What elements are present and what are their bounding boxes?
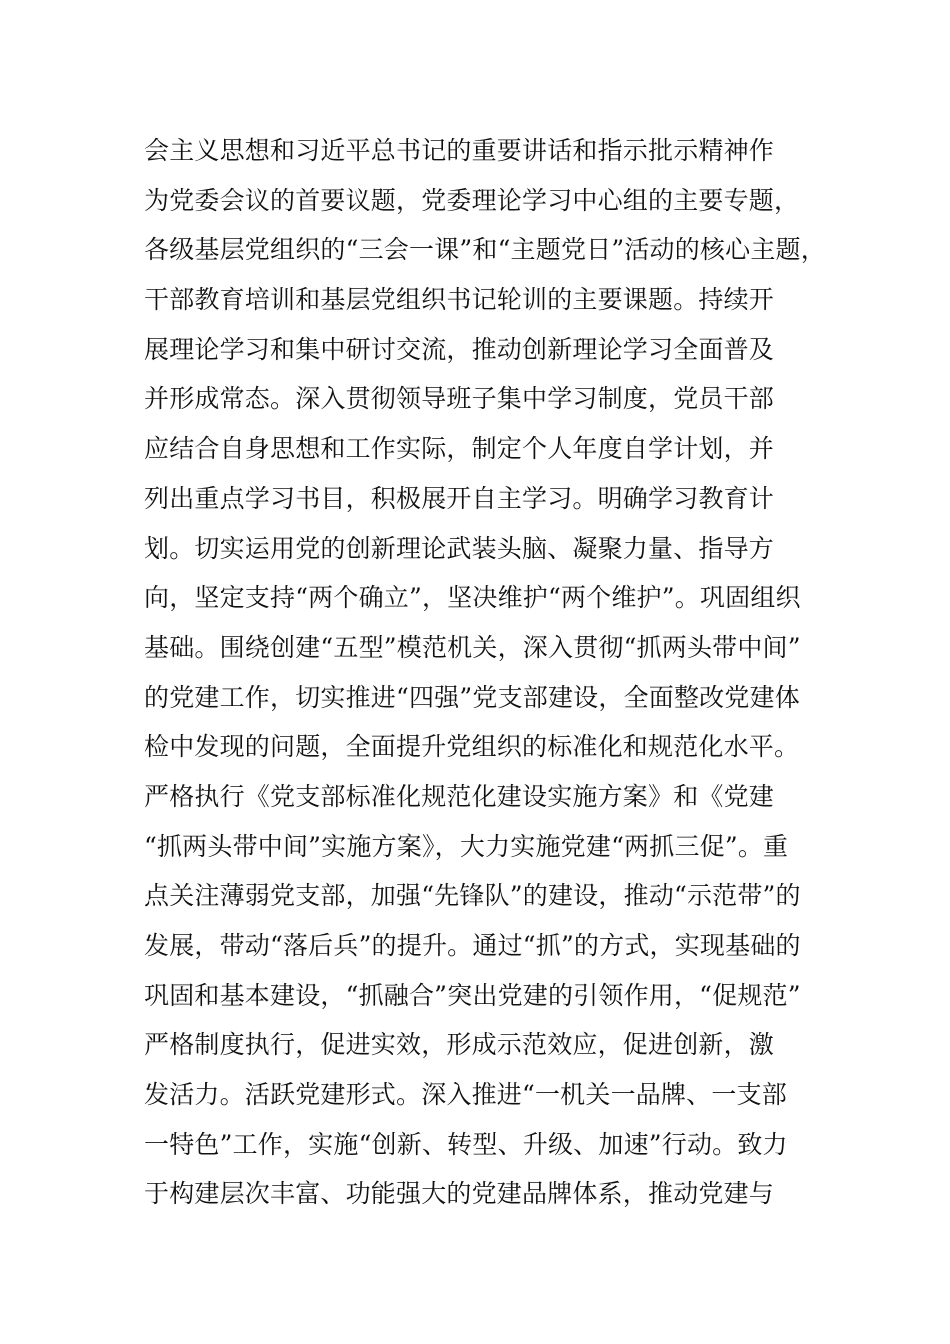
text-line: 干部教育培训和基层党组织书记轮训的主要课题。持续开	[144, 285, 775, 315]
text-line: 展理论学习和集中研讨交流，推动创新理论学习全面普及	[144, 334, 775, 364]
text-line: 各级基层党组织的“三会一课”和“主题党日”活动的核心主题，	[144, 235, 826, 265]
text-line: 向，坚定支持“两个确立”，坚决维护“两个维护”。巩固组织	[144, 583, 801, 613]
text-line: 一特色”工作，实施“创新、转型、升级、加速”行动。致力	[144, 1129, 788, 1159]
text-line: 点关注薄弱党支部，加强“先锋队”的建设，推动“示范带”的	[144, 881, 801, 911]
text-line: 会主义思想和习近平总书记的重要讲话和指示批示精神作	[144, 136, 775, 165]
text-line: 基础。围绕创建“五型”模范机关，深入贯彻“抓两头带中间”	[144, 632, 801, 662]
text-line: “抓两头带中间”实施方案》，大力实施党建“两抓三促”。重	[144, 831, 789, 861]
text-line: 于构建层次丰富、功能强大的党建品牌体系，推动党建与	[144, 1179, 775, 1209]
text-line: 列出重点学习书目，积极展开自主学习。明确学习教育计	[144, 483, 775, 513]
text-line: 应结合自身思想和工作实际，制定个人年度自学计划，并	[144, 434, 775, 464]
text-line: 发活力。活跃党建形式。深入推进“一机关一品牌、一支部	[144, 1080, 787, 1110]
text-line: 的党建工作，切实推进“四强”党支部建设，全面整改党建体	[144, 682, 800, 712]
text-line: 严格制度执行，促进实效，形成示范效应，促进创新，激	[144, 1030, 775, 1060]
text-line: 严格执行《党支部标准化规范化建设实施方案》和《党建	[144, 781, 775, 811]
text-line: 巩固和基本建设，“抓融合”突出党建的引领作用，“促规范”	[144, 980, 801, 1010]
text-line: 并形成常态。深入贯彻领导班子集中学习制度，党员干部	[144, 384, 775, 414]
text-line: 发展，带动“落后兵”的提升。通过“抓”的方式，实现基础的	[144, 931, 801, 960]
text-line: 检中发现的问题，全面提升党组织的标准化和规范化水平。	[144, 732, 800, 762]
text-line: 划。切实运用党的创新理论武装头脑、凝聚力量、指导方	[144, 533, 775, 563]
text-line: 为党委会议的首要议题，党委理论学习中心组的主要专题，	[144, 185, 800, 215]
body-text	[144, 126, 824, 1219]
